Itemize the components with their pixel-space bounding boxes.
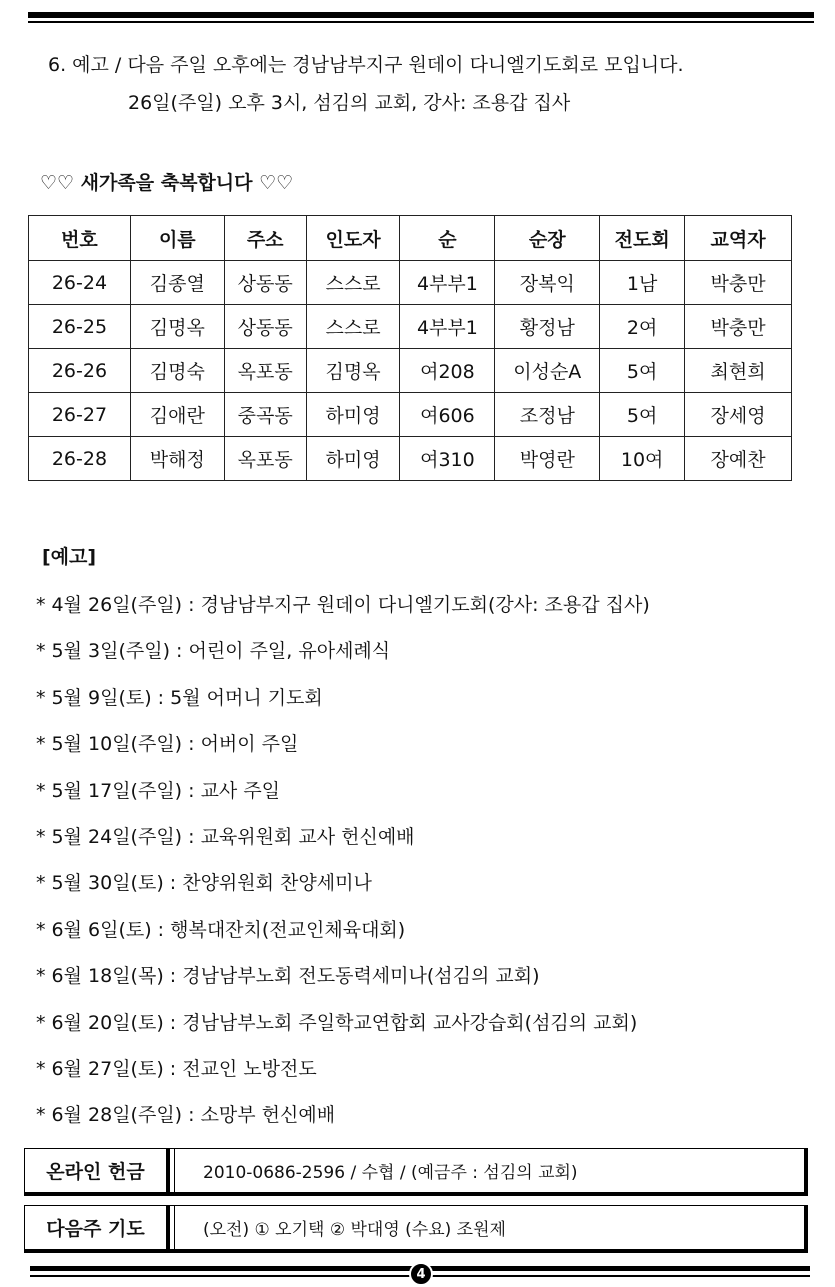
cell-group: 여208 — [400, 349, 495, 393]
cell-group-leader: 조정남 — [495, 393, 600, 437]
cell-group: 4부부1 — [400, 305, 495, 349]
list-item: * 6월 18일(목) : 경남남부노회 전도동력세미나(섬김의 교회) — [36, 965, 540, 988]
cell-guide: 하미영 — [306, 437, 400, 481]
notice-line-2: 26일(주일) 오후 3시, 섬김의 교회, 강사: 조용갑 집사 — [128, 92, 571, 114]
cell-name: 박해정 — [130, 437, 224, 481]
cell-number: 26-25 — [29, 305, 131, 349]
cell-pastor: 최현희 — [685, 349, 792, 393]
list-item: * 5월 17일(주일) : 교사 주일 — [36, 779, 281, 802]
list-item: * 5월 30일(토) : 찬양위원회 찬양세미나 — [36, 872, 372, 895]
list-item: * 6월 28일(주일) : 소망부 헌신예배 — [36, 1104, 336, 1127]
cell-pastor: 박충만 — [685, 261, 792, 305]
list-item: * 4월 26일(주일) : 경남남부지구 원데이 다니엘기도회(강사: 조용갑 집사) — [36, 594, 650, 616]
cell-group: 여310 — [400, 437, 495, 481]
cell-address: 옥포동 — [224, 437, 306, 481]
cell-guide: 김명옥 — [306, 349, 400, 393]
schedule-list — [36, 590, 650, 1147]
header-group: 순 — [400, 216, 495, 261]
list-item: * 6월 27일(토) : 전교인 노방전도 — [36, 1057, 317, 1080]
list-item: * 5월 10일(주일) : 어버이 주일 — [36, 733, 299, 756]
list-item: * 6월 20일(토) : 경남남부노회 주일학교연합회 교사강습회(섬김의 교회) — [36, 1011, 638, 1034]
notice-line-1: 6. 예고 / 다음 주일 오후에는 경남남부지구 원데이 다니엘기도회로 모입니다. — [48, 54, 684, 76]
top-rule-thin — [28, 21, 814, 23]
cell-number: 26-28 — [29, 437, 131, 481]
header-address: 주소 — [224, 216, 306, 261]
top-rule — [28, 12, 814, 18]
cell-pastor: 박충만 — [685, 305, 792, 349]
cell-mission-society: 2여 — [600, 305, 685, 349]
online-offering-account: 2010-0686-2596 / 수협 / (예금주 : 섬김의 교회) — [174, 1149, 804, 1192]
table-row — [29, 437, 792, 481]
cell-pastor: 장세영 — [685, 393, 792, 437]
new-family-table — [28, 215, 792, 481]
header-number: 번호 — [29, 216, 131, 261]
next-prayer-box — [24, 1205, 808, 1253]
list-item: * 5월 24일(주일) : 교육위원회 교사 헌신예배 — [36, 825, 415, 848]
header-guide: 인도자 — [306, 216, 400, 261]
cell-group-leader: 장복익 — [495, 261, 600, 305]
online-offering-box — [24, 1148, 808, 1196]
cell-guide: 스스로 — [306, 261, 400, 305]
cell-group-leader: 박영란 — [495, 437, 600, 481]
header-group-leader: 순장 — [495, 216, 600, 261]
new-family-title: ♡♡ 새가족을 축복합니다 ♡♡ — [40, 172, 294, 194]
cell-address: 옥포동 — [224, 349, 306, 393]
cell-number: 26-24 — [29, 261, 131, 305]
page-number: 4 — [409, 1262, 433, 1286]
cell-guide: 하미영 — [306, 393, 400, 437]
header-name: 이름 — [130, 216, 224, 261]
list-item: * 6월 6일(토) : 행복대잔치(전교인체육대회) — [36, 918, 406, 941]
online-offering-label: 온라인 헌금 — [25, 1149, 170, 1192]
cell-name: 김종열 — [130, 261, 224, 305]
preview-heading: [예고] — [42, 546, 97, 568]
cell-mission-society: 5여 — [600, 349, 685, 393]
cell-address: 상동동 — [224, 261, 306, 305]
cell-group: 4부부1 — [400, 261, 495, 305]
cell-mission-society: 10여 — [600, 437, 685, 481]
table-header-row — [29, 216, 792, 261]
cell-pastor: 장예찬 — [685, 437, 792, 481]
cell-name: 김애란 — [130, 393, 224, 437]
cell-mission-society: 5여 — [600, 393, 685, 437]
next-prayer-label: 다음주 기도 — [25, 1206, 170, 1249]
cell-address: 중곡동 — [224, 393, 306, 437]
cell-group-leader: 이성순A — [495, 349, 600, 393]
cell-address: 상동동 — [224, 305, 306, 349]
table-row — [29, 349, 792, 393]
cell-guide: 스스로 — [306, 305, 400, 349]
table-row — [29, 305, 792, 349]
next-prayer-names: (오전) ① 오기택 ② 박대영 (수요) 조원제 — [174, 1206, 804, 1249]
header-mission-society: 전도회 — [600, 216, 685, 261]
cell-name: 김명숙 — [130, 349, 224, 393]
list-item: * 5월 3일(주일) : 어린이 주일, 유아세례식 — [36, 640, 391, 663]
cell-mission-society: 1남 — [600, 261, 685, 305]
cell-number: 26-26 — [29, 349, 131, 393]
table-row — [29, 261, 792, 305]
cell-group-leader: 황정남 — [495, 305, 600, 349]
cell-group: 여606 — [400, 393, 495, 437]
table-row — [29, 393, 792, 437]
header-pastor: 교역자 — [685, 216, 792, 261]
cell-number: 26-27 — [29, 393, 131, 437]
list-item: * 5월 9일(토) : 5월 어머니 기도회 — [36, 686, 323, 709]
cell-name: 김명옥 — [130, 305, 224, 349]
